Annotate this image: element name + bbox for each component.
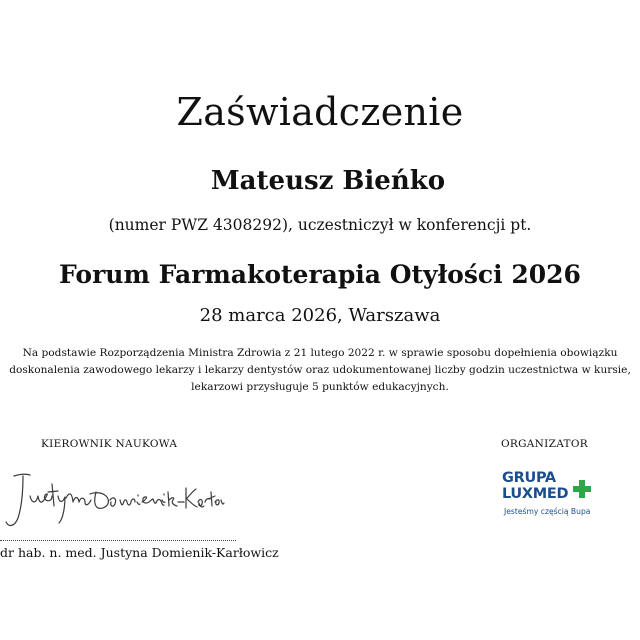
legal-text: [0, 345, 640, 396]
logo-tagline: Jesteśmy częścią Bupa: [504, 507, 591, 516]
legal-text-line: Na podstawie Rozporządzenia Ministra Zdrowia z 21 lutego 2022 r. w sprawie sposobu dopełnienia obowiązku: [22, 347, 618, 359]
signature-line: [0, 540, 236, 541]
legal-text-line: lekarzowi przysługuje 5 punktów edukacyjnych.: [191, 381, 449, 393]
recipient-name: Mateusz Bieńko: [210, 166, 446, 196]
green-cross-icon: [573, 480, 591, 498]
handwritten-signature: [0, 462, 226, 538]
event-name: Forum Farmakoterapia Otyłości 2026: [59, 260, 581, 289]
certificate-title: Zaświadczenie: [176, 90, 464, 134]
organizer-label: ORGANIZATOR: [501, 438, 588, 450]
logo-text-line1: GRUPA: [502, 470, 556, 486]
pwz-line: (numer PWZ 4308292), uczestniczył w konferencji pt.: [108, 216, 532, 234]
scientific-director-label: KIEROWNIK NAUKOWA: [41, 438, 178, 450]
logo-text-line2: LUXMED: [502, 486, 569, 502]
signer-name: dr hab. n. med. Justyna Domienik-Karłowicz: [0, 545, 279, 560]
legal-text-line: doskonalenia zawodowego lekarzy i lekarzy dentystów oraz udokumentowanej liczby godzin uczestnictwa w kursie,: [9, 364, 631, 376]
event-date-place: 28 marca 2026, Warszawa: [199, 305, 441, 326]
luxmed-logo: [496, 466, 606, 528]
